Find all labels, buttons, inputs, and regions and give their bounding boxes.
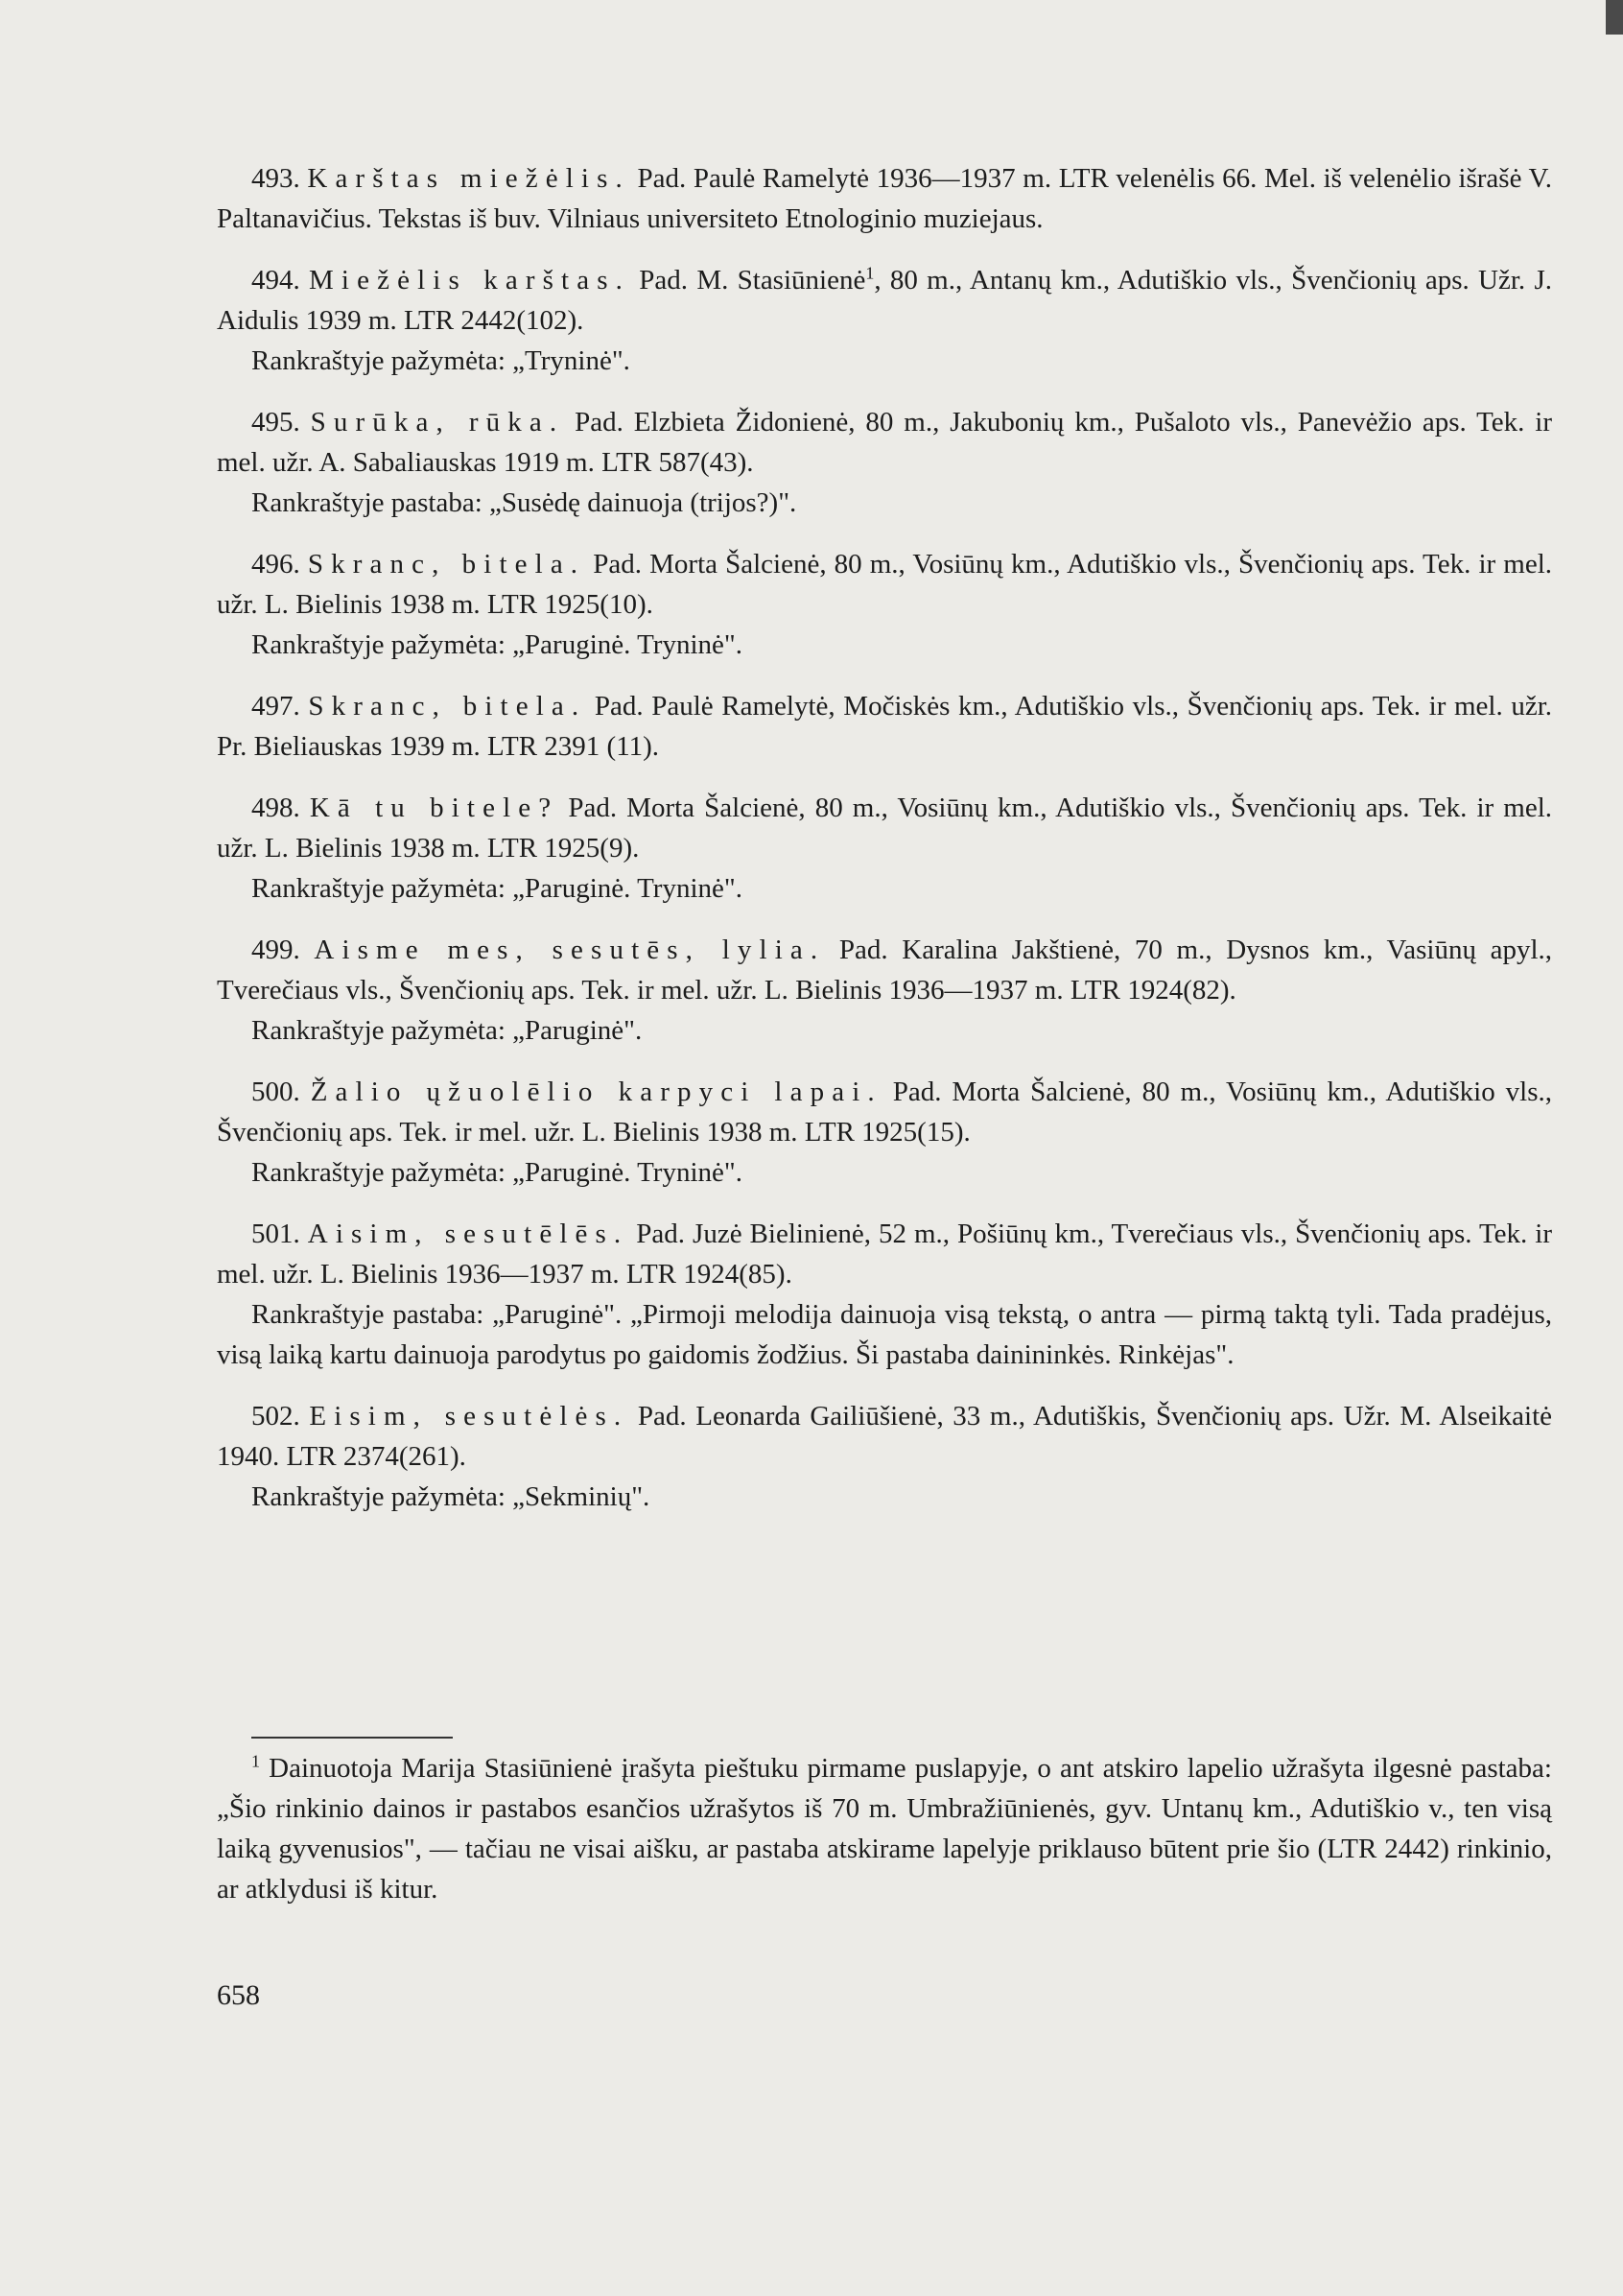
entry-text xyxy=(217,402,1552,483)
footnote-mark: 1 xyxy=(251,1751,260,1771)
page-edge-mark xyxy=(1606,0,1623,35)
entry-text xyxy=(217,260,1552,341)
footnote-text xyxy=(217,1748,1552,1909)
entry-text xyxy=(217,544,1552,625)
entry-text xyxy=(217,158,1552,239)
entry-title: Kā tu bitele? xyxy=(309,793,559,823)
entry-note: Rankraštyje pažymėta: „Paruginė. Tryninė". xyxy=(251,1157,742,1188)
entry-details: Pad. Morta Šalcienė, 80 m., Vosiūnų km., Adutiškio vls., Švenčionių aps. Tek. ir mel. užr. L. Bielinis 1938 m. LTR 1925(15). xyxy=(217,1077,1553,1148)
entry-title: Skranc, bitela. xyxy=(308,691,587,722)
entry-text xyxy=(217,788,1552,868)
entry-title: Eisim, sesutėlės. xyxy=(309,1401,629,1432)
entry-details: Pad. Paulė Ramelytė, Močiskės km., Adutiškio vls., Švenčionių aps. Tek. ir mel. užr. Pr. Bieliauskas 1939 m. LTR 2391 (11). xyxy=(217,691,1553,762)
footnote-separator xyxy=(251,1737,453,1739)
entry-494 xyxy=(217,260,1552,381)
entry-note: Rankraštyje pastaba: „Paruginė". „Pirmoji melodija dainuoja visą tekstą, o antra — pirmą taktą tyli. Tada pradėjus, visą laiką kartu dainuoja parodytus po gaidomis žodžius. Ši pastaba dainininkės. Rinkėjas". xyxy=(217,1299,1552,1370)
entry-495 xyxy=(217,402,1552,523)
entry-details-continued: , 80 m., Antanų km., Adutiškio vls., Švenčionių aps. Užr. J. Aidulis 1939 m. LTR 2442(102). xyxy=(217,265,1552,336)
entry-details: Pad. Karalina Jakštienė, 70 m., Dysnos km., Vasiūnų apyl., Tverečiaus vls., Švenčionių aps. Tek. ir mel. užr. L. Bielinis 1936—1937 m. LTR 1924(82). xyxy=(217,935,1553,1006)
entry-number: 495. xyxy=(251,407,300,438)
entry-number: 498. xyxy=(251,793,300,823)
entry-number: 496. xyxy=(251,549,300,580)
entry-number: 502. xyxy=(251,1401,300,1432)
entry-number: 493. xyxy=(251,163,300,194)
entry-note: Rankraštyje pastaba: „Susėdę dainuoja (trijos?)". xyxy=(251,487,797,518)
entry-note: Rankraštyje pažymėta: „Tryninė". xyxy=(251,345,630,376)
entry-note: Rankraštyje pažymėta: „Sekminių". xyxy=(251,1481,650,1512)
entry-details: Pad. Elzbieta Židonienė, 80 m., Jakubonių km., Pušaloto vls., Panevėžio aps. Tek. ir mel. užr. A. Sabaliauskas 1919 m. LTR 587(43). xyxy=(217,407,1553,478)
entry-details: Pad. Leonarda Gailiūšienė, 33 m., Adutiškis, Švenčionių aps. Užr. M. Alseikaitė 1940. LTR 2374(261). xyxy=(217,1401,1552,1472)
entry-498 xyxy=(217,788,1552,909)
entry-title: Skranc, bitela. xyxy=(307,549,586,580)
entry-title: Karštas miežėlis. xyxy=(307,163,630,194)
entry-note: Rankraštyje pažymėta: „Paruginė. Tryninė". xyxy=(251,873,742,904)
entry-497 xyxy=(217,686,1552,767)
page-body xyxy=(217,158,1552,1538)
entry-502 xyxy=(217,1396,1552,1517)
entry-details: Pad. Morta Šalcienė, 80 m., Vosiūnų km., Adutiškio vls., Švenčionių aps. Tek. ir mel. užr. L. Bielinis 1938 m. LTR 1925(9). xyxy=(217,793,1553,864)
entry-text xyxy=(217,930,1552,1010)
entry-text xyxy=(217,1214,1552,1294)
entry-number: 499. xyxy=(251,935,300,965)
footnote-reference: 1 xyxy=(865,263,875,283)
footnote-body: Dainuotoja Marija Stasiūnienė įrašyta pieštuku pirmame puslapyje, o ant atskiro lapelio užrašyta ilgesnė pastaba: „Šio rinkinio dainos ir pastabos esančios užrašytos iš 70 m. Umbražiūnienės, gyv. Untanų km., Adutiškio v., ten visą laiką gyvenusios", — tačiau ne visai aišku, ar pastaba atskirame lapelyje priklauso būtent prie šio (LTR 2442) rinkinio, ar atklydusi iš kitur. xyxy=(217,1753,1552,1905)
entry-500 xyxy=(217,1072,1552,1193)
page-number: 658 xyxy=(217,1979,260,2011)
entry-text xyxy=(217,1072,1552,1152)
entry-title: Miežėlis karštas. xyxy=(309,265,630,296)
entry-499 xyxy=(217,930,1552,1051)
entry-details: Pad. Juzė Bielinienė, 52 m., Pošiūnų km., Tverečiaus vls., Švenčionių aps. Tek. ir mel. užr. L. Bielinis 1936—1937 m. LTR 1924(85). xyxy=(217,1219,1552,1290)
entry-number: 500. xyxy=(251,1077,300,1107)
entry-493 xyxy=(217,158,1552,239)
entry-note: Rankraštyje pažymėta: „Paruginė. Tryninė". xyxy=(251,629,742,660)
entry-details: Pad. M. Stasiūnienė xyxy=(630,265,866,296)
entry-title: Aisme mes, sesutēs, lylia. xyxy=(314,935,826,965)
entry-details: Pad. Paulė Ramelytė 1936—1937 m. LTR velenėlis 66. Mel. iš velenėlio išrašė V. Paltanavičius. Tekstas iš buv. Vilniaus universiteto Etnologinio muziejaus. xyxy=(217,163,1553,234)
entry-501 xyxy=(217,1214,1552,1375)
entry-496 xyxy=(217,544,1552,665)
entry-details: Pad. Morta Šalcienė, 80 m., Vosiūnų km., Adutiškio vls., Švenčionių aps. Tek. ir mel. užr. L. Bielinis 1938 m. LTR 1925(10). xyxy=(217,549,1552,620)
footnote xyxy=(217,1748,1552,1909)
entry-number: 497. xyxy=(251,691,300,722)
entry-title: Surūka, rūka. xyxy=(310,407,565,438)
entry-text xyxy=(217,1396,1552,1477)
entry-note: Rankraštyje pažymėta: „Paruginė". xyxy=(251,1015,643,1046)
entry-number: 494. xyxy=(251,265,300,296)
entry-title: Aisim, sesutēlēs. xyxy=(307,1219,629,1249)
entry-title: Žalio ųžuolēlio karpyci lapai. xyxy=(310,1077,882,1107)
entry-text xyxy=(217,686,1552,767)
entry-number: 501. xyxy=(251,1219,300,1249)
